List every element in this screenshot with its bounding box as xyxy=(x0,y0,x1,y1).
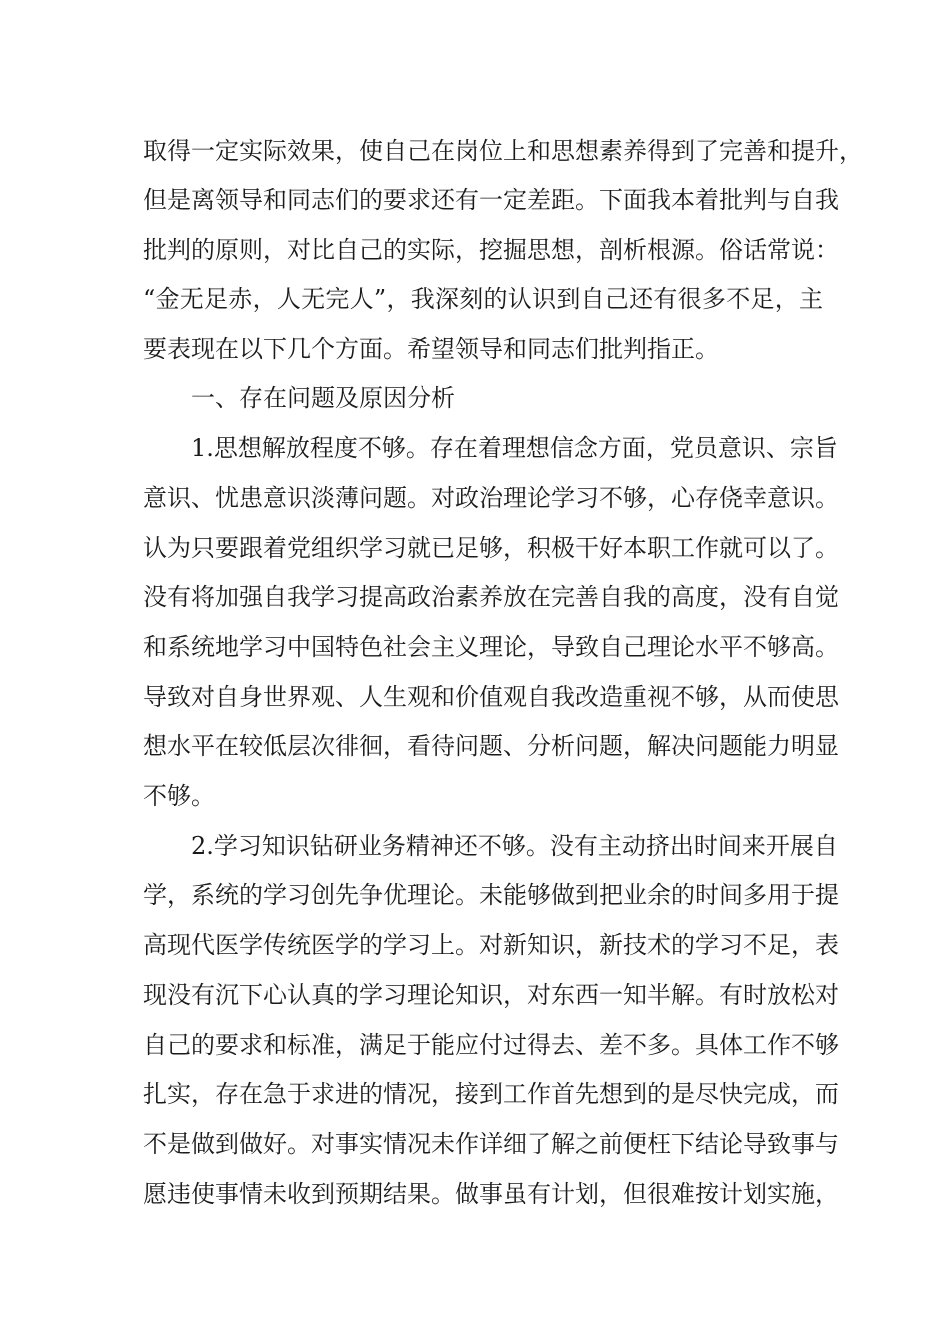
paragraph-line: 现没有沉下心认真的学习理论知识，对东西一知半解。有时放松对 xyxy=(143,981,839,1009)
paragraph-line: 不够。 xyxy=(143,782,215,810)
paragraph-line: 取得一定实际效果，使自己在岗位上和思想素养得到了完善和提升， xyxy=(143,137,863,165)
paragraph-line: 不是做到做好。对事实情况未作详细了解之前便枉下结论导致事与 xyxy=(143,1130,839,1158)
section-heading: 一、存在问题及原因分析 xyxy=(191,384,455,412)
paragraph-line: 意识、忧患意识淡薄问题。对政治理论学习不够，心存侥幸意识。 xyxy=(143,484,839,512)
paragraph-line: 自己的要求和标准，满足于能应付过得去、差不多。具体工作不够 xyxy=(143,1031,839,1059)
paragraph-line: 认为只要跟着党组织学习就已足够，积极干好本职工作就可以了。 xyxy=(143,534,839,562)
paragraph-line: 高现代医学传统医学的学习上。对新知识，新技术的学习不足，表 xyxy=(143,931,839,959)
paragraph-line: 愿违使事情未收到预期结果。做事虽有计划，但很难按计划实施， xyxy=(143,1180,839,1208)
paragraph-line: “金无足赤，人无完人”，我深刻的认识到自己还有很多不足，主 xyxy=(143,285,823,313)
paragraph-line: 没有将加强自我学习提高政治素养放在完善自我的高度，没有自觉 xyxy=(143,583,839,611)
paragraph-line: 批判的原则，对比自己的实际，挖掘思想，剖析根源。俗话常说： xyxy=(143,236,839,264)
paragraph-line: 但是离领导和同志们的要求还有一定差距。下面我本着批判与自我 xyxy=(143,186,839,214)
paragraph-line: 想水平在较低层次徘徊，看待问题、分析问题，解决问题能力明显 xyxy=(143,732,839,760)
paragraph-line: 1.思想解放程度不够。存在着理想信念方面，党员意识、宗旨 xyxy=(191,434,838,462)
paragraph-line: 扎实，存在急于求进的情况，接到工作首先想到的是尽快完成，而 xyxy=(143,1080,839,1108)
paragraph-line: 学，系统的学习创先争优理论。未能够做到把业余的时间多用于提 xyxy=(143,881,839,909)
paragraph-line: 2.学习知识钻研业务精神还不够。没有主动挤出时间来开展自 xyxy=(191,832,838,860)
paragraph-line: 和系统地学习中国特色社会主义理论，导致自己理论水平不够高。 xyxy=(143,633,839,661)
paragraph-line: 要表现在以下几个方面。希望领导和同志们批判指正。 xyxy=(143,335,719,363)
paragraph-line: 导致对自身世界观、人生观和价值观自我改造重视不够，从而使思 xyxy=(143,683,839,711)
